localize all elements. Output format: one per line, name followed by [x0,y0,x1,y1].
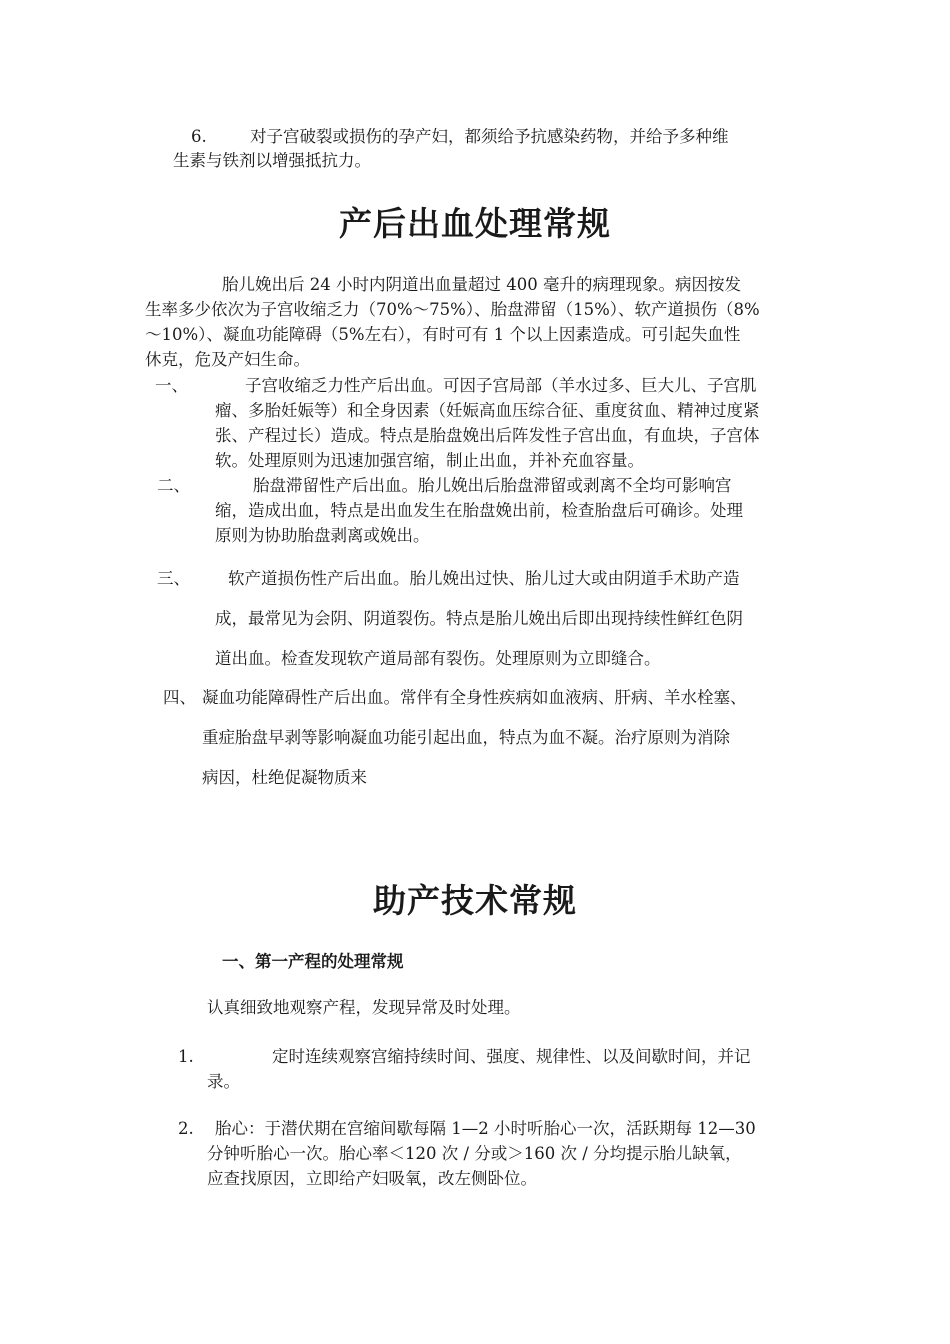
section2-intro: 认真细致地观察产程，发现异常及时处理。 [207,998,521,1017]
list-item-number: 一、 [155,376,188,395]
list-item-number: 1. [178,1047,194,1066]
list-item-line: 病因，杜绝促凝物质来 [202,768,367,787]
list-item-line: 缩，造成出血，特点是出血发生在胎盘娩出前，检查胎盘后可确诊。处理 [215,501,743,520]
section-title-postpartum-hemorrhage: 产后出血处理常规 [339,204,611,243]
paragraph-line: 生率多少依次为子宫收缩乏力（70%～75%）、胎盘滞留（15%）、软产道损伤（8% [145,300,760,319]
paragraph-line: 胎儿娩出后 24 小时内阴道出血量超过 400 毫升的病理现象。病因按发 [222,275,741,294]
list-item-line: 瘤、多胎妊娠等）和全身因素（妊娠高血压综合征、重度贫血、精神过度紧 [215,401,760,420]
list-item-line: 定时连续观察宫缩持续时间、强度、规律性、以及间歇时间，并记 [272,1047,751,1066]
list-item-line: 软。处理原则为迅速加强宫缩，制止出血，并补充血容量。 [215,451,644,470]
list-item-line: 软产道损伤性产后出血。胎儿娩出过快、胎儿过大或由阴道手术助产造 [228,569,740,588]
list-item-line: 原则为协助胎盘剥离或娩出。 [215,526,430,545]
list-item-number: 三、 [157,569,190,588]
list-item-number: 2. [178,1119,194,1138]
list-item-line: 对子宫破裂或损伤的孕产妇，都须给予抗感染药物，并给予多种维 [250,127,729,146]
list-item-line: 分钟听胎心一次。胎心率＜120 次 / 分或＞160 次 / 分均提示胎儿缺氧， [207,1144,742,1163]
list-item-number: 四、 [163,688,196,707]
list-item-line: 成，最常见为会阴、阴道裂伤。特点是胎儿娩出后即出现持续性鲜红色阴 [215,609,743,628]
list-item-line: 子宫收缩乏力性产后出血。可因子宫局部（羊水过多、巨大儿、子宫肌 [245,376,757,395]
subheading-first-stage-of-labor: 一、第一产程的处理常规 [222,952,404,971]
list-item-number: 6. [191,127,207,146]
list-item-line: 录。 [207,1072,240,1091]
list-item-line: 胎盘滞留性产后出血。胎儿娩出后胎盘滞留或剥离不全均可影响宫 [253,476,732,495]
list-item-line: 重症胎盘早剥等影响凝血功能引起出血，特点为血不凝。治疗原则为消除 [202,728,730,747]
paragraph-line: 休克，危及产妇生命。 [145,350,310,369]
paragraph-line: ～10%）、凝血功能障碍（5%左右），有时可有 1 个以上因素造成。可引起失血性 [145,325,741,344]
list-item-number: 二、 [157,476,190,495]
list-item-line: 胎心：于潜伏期在宫缩间歇每隔 1—2 小时听胎心一次，活跃期每 12—30 [215,1119,756,1138]
list-item-line: 道出血。检查发现软产道局部有裂伤。处理原则为立即缝合。 [215,649,661,668]
list-item-line: 凝血功能障碍性产后出血。常伴有全身性疾病如血液病、肝病、羊水栓塞、 [202,688,747,707]
list-item-line: 应查找原因，立即给产妇吸氧，改左侧卧位。 [207,1169,537,1188]
section-title-midwifery-techniques: 助产技术常规 [373,881,577,920]
list-item-line: 生素与铁剂以增强抵抗力。 [173,151,371,170]
list-item-line: 张、产程过长）造成。特点是胎盘娩出后阵发性子宫出血，有血块，子宫体 [215,426,760,445]
